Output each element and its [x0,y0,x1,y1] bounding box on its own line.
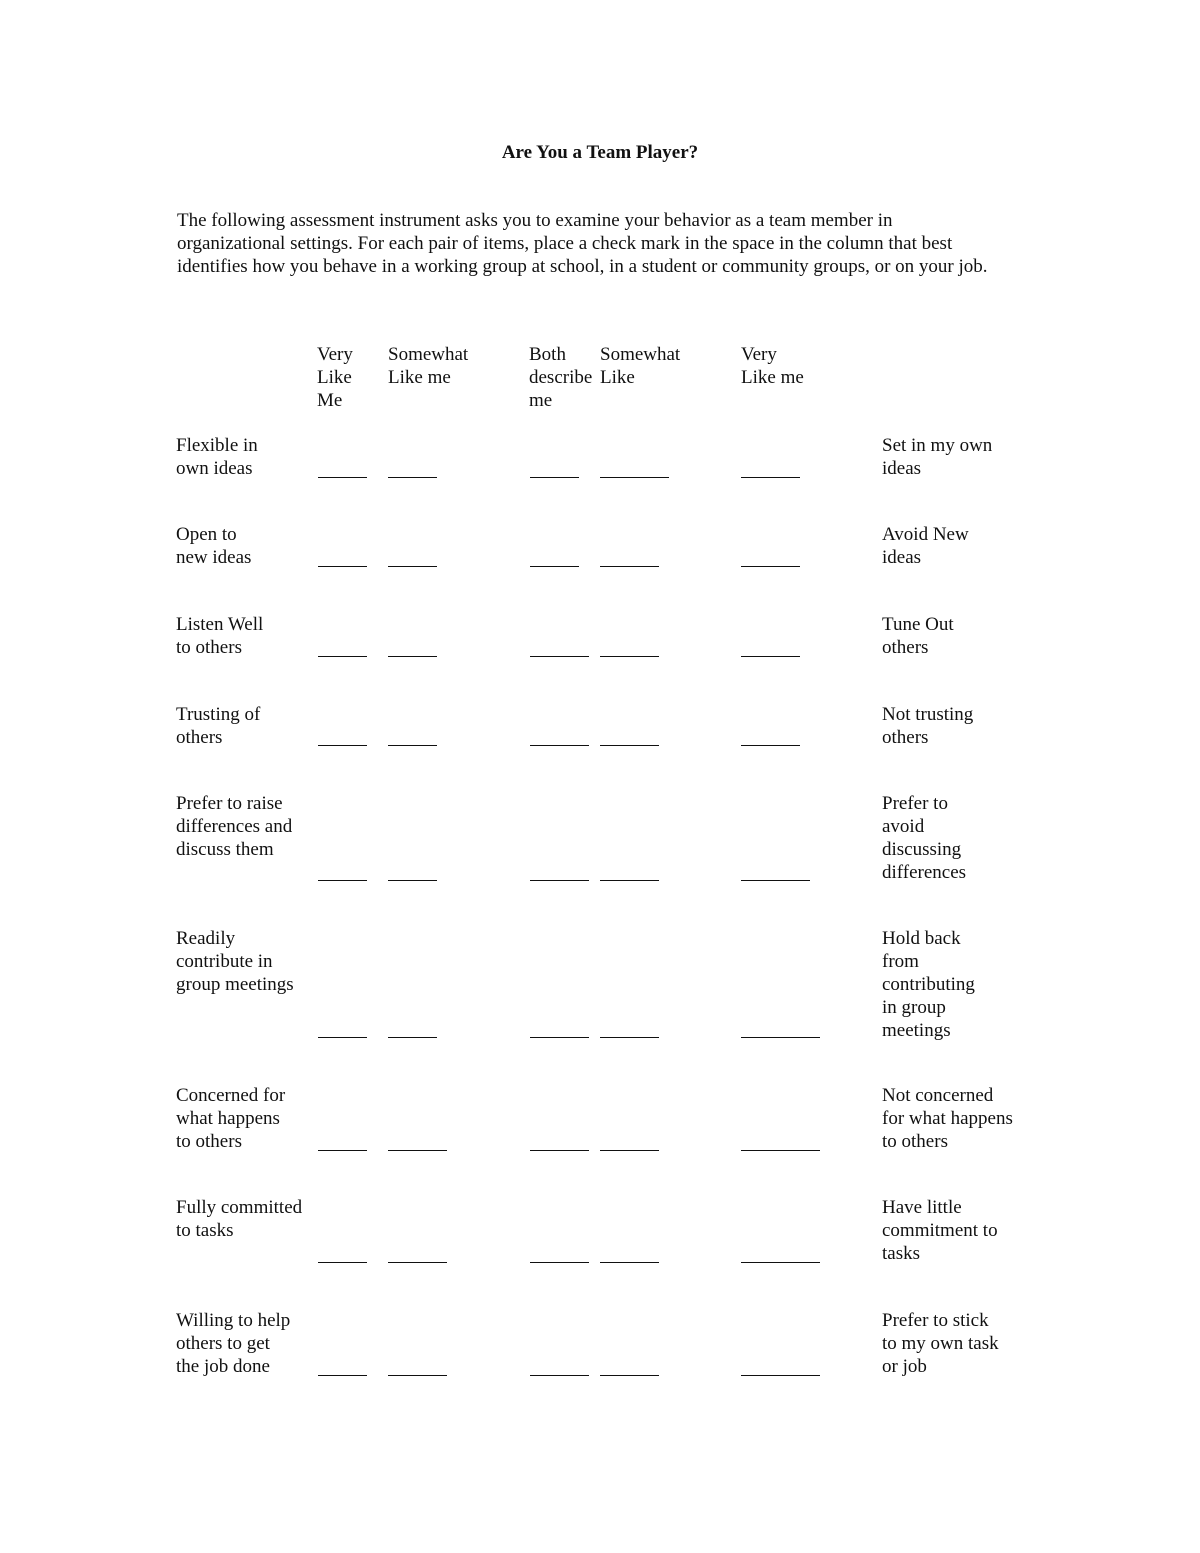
check-mark-blank[interactable] [388,477,437,478]
column-header-line: me [529,390,553,411]
check-mark-blank[interactable] [741,1375,820,1376]
descriptor-line: to my own task [882,1333,999,1354]
intro-line: organizational settings. For each pair of items, place a check mark in the space in the column that best [177,233,953,254]
descriptor-line: others [882,637,929,658]
descriptor-line: differences [882,862,967,883]
descriptor-line: Not concerned [882,1085,994,1106]
column-header-line: Somewhat [600,344,681,365]
check-mark-blank[interactable] [388,1375,447,1376]
column-header-line: Very [741,344,777,365]
check-mark-blank[interactable] [741,1262,820,1263]
check-mark-blank[interactable] [530,477,579,478]
item-right-descriptor [882,927,975,1042]
check-mark-blank[interactable] [600,477,669,478]
check-mark-blank[interactable] [530,656,589,657]
descriptor-line: to tasks [176,1220,234,1241]
descriptor-line: Open to [176,524,237,545]
check-mark-blank[interactable] [388,745,437,746]
column-header-line: Like [600,367,635,388]
column-header-very-like-me [317,343,353,412]
check-mark-blank[interactable] [530,1375,589,1376]
column-header-line: Like [317,367,352,388]
column-header-line: Me [317,390,343,411]
item-left-descriptor [176,792,292,861]
descriptor-line: to others [176,637,242,658]
descriptor-line: Avoid New [882,524,969,545]
descriptor-line: from [882,951,919,972]
descriptor-line: ideas [882,547,922,568]
descriptor-line: Tune Out [882,614,954,635]
descriptor-line: ideas [882,458,922,479]
descriptor-line: group meetings [176,974,294,995]
item-left-descriptor [176,927,294,996]
descriptor-line: discuss them [176,839,274,860]
descriptor-line: Readily [176,928,236,949]
check-mark-blank[interactable] [741,477,800,478]
check-mark-blank[interactable] [318,745,367,746]
descriptor-line: discussing [882,839,962,860]
item-right-descriptor [882,1309,999,1378]
descriptor-line: to others [882,1131,948,1152]
document-title: Are You a Team Player? [501,142,699,163]
descriptor-line: Hold back [882,928,961,949]
descriptor-line: Flexible in [176,435,258,456]
check-mark-blank[interactable] [388,656,437,657]
check-mark-blank[interactable] [318,1262,367,1263]
check-mark-blank[interactable] [600,1262,659,1263]
check-mark-blank[interactable] [530,1262,589,1263]
descriptor-line: what happens [176,1108,280,1129]
descriptor-line: Willing to help [176,1310,291,1331]
check-mark-blank[interactable] [318,566,367,567]
item-left-descriptor [176,703,260,749]
item-right-descriptor [882,613,954,659]
descriptor-line: others to get [176,1333,270,1354]
descriptor-line: to others [176,1131,242,1152]
column-header-line: Very [317,344,353,365]
item-left-descriptor [176,613,263,659]
check-mark-blank[interactable] [388,1150,447,1151]
descriptor-line: Trusting of [176,704,261,725]
check-mark-blank[interactable] [388,1262,447,1263]
descriptor-line: avoid [882,816,925,837]
descriptor-line: Prefer to raise [176,793,283,814]
item-right-descriptor [882,523,969,569]
descriptor-line: or job [882,1356,927,1377]
descriptor-line: for what happens [882,1108,1013,1129]
item-left-descriptor [176,1084,285,1153]
descriptor-line: Prefer to stick [882,1310,989,1331]
check-mark-blank[interactable] [600,1375,659,1376]
descriptor-line: commitment to [882,1220,998,1241]
descriptor-line: Not trusting [882,704,974,725]
column-header-line: Like me [741,367,804,388]
check-mark-blank[interactable] [741,1037,820,1038]
item-right-descriptor [882,1084,1013,1153]
check-mark-blank[interactable] [388,1037,437,1038]
check-mark-blank[interactable] [388,566,437,567]
check-mark-blank[interactable] [741,566,800,567]
descriptor-line: new ideas [176,547,252,568]
column-header-very-like-me-right [741,343,804,389]
descriptor-line: tasks [882,1243,920,1264]
check-mark-blank[interactable] [600,566,659,567]
check-mark-blank[interactable] [530,1150,589,1151]
descriptor-line: own ideas [176,458,253,479]
column-header-line: Both [529,344,566,365]
check-mark-blank[interactable] [600,1150,659,1151]
check-mark-blank[interactable] [741,1150,820,1151]
descriptor-line: others [176,727,223,748]
descriptor-line: contributing [882,974,975,995]
descriptor-line: Listen Well [176,614,264,635]
intro-line: The following assessment instrument asks you to examine your behavior as a team member in [177,210,893,231]
descriptor-line: Concerned for [176,1085,286,1106]
descriptor-line: Set in my own [882,435,993,456]
column-header-line: Like me [388,367,451,388]
descriptor-line: in group [882,997,946,1018]
descriptor-line: others [882,727,929,748]
check-mark-blank[interactable] [388,880,437,881]
check-mark-blank[interactable] [530,880,589,881]
check-mark-blank[interactable] [530,1037,589,1038]
column-header-line: describe [529,367,593,388]
descriptor-line: Have little [882,1197,962,1218]
item-right-descriptor [882,1196,998,1265]
check-mark-blank[interactable] [318,1150,367,1151]
column-header-line: Somewhat [388,344,469,365]
item-right-descriptor [882,703,973,749]
item-left-descriptor [176,1309,290,1378]
descriptor-line: differences and [176,816,293,837]
item-right-descriptor [882,792,966,884]
check-mark-blank[interactable] [318,1375,367,1376]
descriptor-line: contribute in [176,951,273,972]
descriptor-line: the job done [176,1356,270,1377]
check-mark-blank[interactable] [741,656,800,657]
item-left-descriptor [176,434,258,480]
check-mark-blank[interactable] [318,477,367,478]
column-header-both-describe-me [529,343,592,412]
column-header-somewhat-like-me [388,343,468,389]
check-mark-blank[interactable] [741,745,800,746]
check-mark-blank[interactable] [318,880,367,881]
descriptor-line: meetings [882,1020,951,1041]
column-header-somewhat-like [600,343,680,389]
check-mark-blank[interactable] [741,880,810,881]
descriptor-line: Fully committed [176,1197,303,1218]
check-mark-blank[interactable] [530,745,589,746]
item-left-descriptor [176,523,251,569]
item-right-descriptor [882,434,992,480]
intro-line: identifies how you behave in a working group at school, in a student or community groups, or on your job. [177,256,988,277]
item-left-descriptor [176,1196,302,1242]
check-mark-blank[interactable] [530,566,579,567]
check-mark-blank[interactable] [600,880,659,881]
check-mark-blank[interactable] [318,656,367,657]
check-mark-blank[interactable] [318,1037,367,1038]
check-mark-blank[interactable] [600,1037,659,1038]
intro-paragraph [177,209,1037,278]
check-mark-blank[interactable] [600,656,659,657]
descriptor-line: Prefer to [882,793,948,814]
check-mark-blank[interactable] [600,745,659,746]
